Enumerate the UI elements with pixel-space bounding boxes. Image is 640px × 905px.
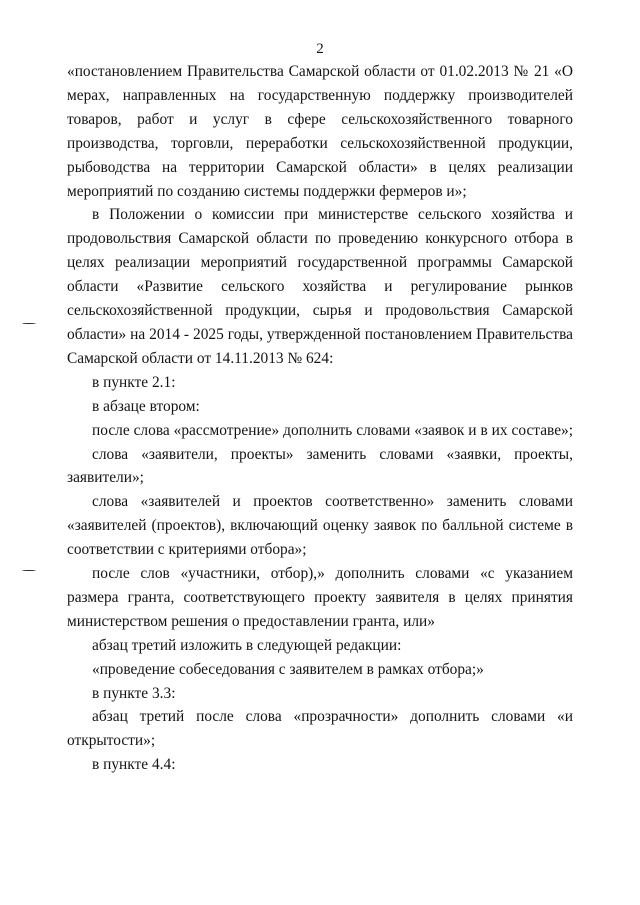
paragraph bbox=[67, 395, 573, 419]
paragraph bbox=[67, 658, 573, 682]
text-line: министерством решения о предоставлении гранта, или» bbox=[67, 612, 435, 630]
text-line: «проведение собеседования с заявителем в рамках отбора;» bbox=[92, 660, 484, 678]
paragraph bbox=[67, 753, 573, 777]
text-line: слова «заявителей и проектов соответственно» заменить словами bbox=[92, 493, 573, 511]
text-line: области «Развитие сельского хозяйства и регулирование рынков bbox=[67, 278, 573, 296]
paragraph bbox=[67, 443, 573, 491]
document-body bbox=[67, 60, 573, 777]
text-line: в абзаце втором: bbox=[92, 397, 200, 415]
paragraph bbox=[67, 634, 573, 658]
text-line: размера гранта, соответствующего проекту заявителя в целях принятия bbox=[67, 588, 573, 606]
margin-mark bbox=[22, 570, 36, 571]
text-line: после слова «рассмотрение» дополнить словами «заявок и в их составе»; bbox=[92, 421, 573, 439]
text-line: заявители»; bbox=[67, 469, 144, 487]
text-line: в пункте 4.4: bbox=[92, 756, 176, 774]
text-line: мерах, направленных на государственную поддержку производителей bbox=[67, 86, 573, 104]
text-line: товаров, работ и услуг в сфере сельскохозяйственного товарного bbox=[67, 110, 573, 128]
text-line: соответствии с критериями отбора»; bbox=[67, 541, 307, 559]
text-line: производства, торговли, переработки сельскохозяйственной продукции, bbox=[67, 134, 573, 152]
text-line: в Положении о комиссии при министерстве сельского хозяйства и bbox=[92, 206, 573, 224]
text-line: рыбоводства на территории Самарской области» в целях реализации bbox=[67, 158, 573, 176]
text-line: открытости»; bbox=[67, 732, 156, 750]
paragraph bbox=[67, 203, 573, 370]
text-line: Самарской области от 14.11.2013 № 624: bbox=[67, 349, 334, 367]
text-line: «заявителей (проектов), включающий оценку заявок по балльной системе в bbox=[67, 517, 573, 535]
paragraph bbox=[67, 562, 573, 634]
text-line: слова «заявители, проекты» заменить словами «заявки, проекты, bbox=[92, 445, 573, 463]
page-number: 2 bbox=[316, 41, 324, 57]
text-line: в пункте 3.3: bbox=[92, 684, 176, 702]
text-line: в пункте 2.1: bbox=[92, 373, 176, 391]
text-line: «постановлением Правительства Самарской области от 01.02.2013 № 21 «О bbox=[67, 63, 573, 80]
text-line: после слов «участники, отбор),» дополнить словами «с указанием bbox=[92, 565, 573, 583]
paragraph bbox=[67, 682, 573, 706]
text-line: продовольствия Самарской области по проведению конкурсного отбора в bbox=[67, 230, 573, 248]
text-line: абзац третий изложить в следующей редакции: bbox=[92, 636, 402, 654]
paragraph bbox=[67, 490, 573, 562]
paragraph bbox=[67, 419, 573, 443]
paragraph bbox=[67, 371, 573, 395]
text-line: сельскохозяйственной продукции, сырья и продовольствия Самарской bbox=[67, 302, 573, 320]
text-line: мероприятий по созданию системы поддержки фермеров и»; bbox=[67, 182, 467, 200]
text-line: абзац третий после слова «прозрачности» дополнить словами «и bbox=[92, 708, 573, 726]
paragraph bbox=[67, 60, 573, 203]
margin-mark bbox=[22, 323, 36, 324]
text-line: области» на 2014 - 2025 годы, утвержденной постановлением Правительства bbox=[67, 325, 573, 343]
paragraph bbox=[67, 705, 573, 753]
text-line: целях реализации мероприятий государственной программы Самарской bbox=[67, 254, 573, 272]
